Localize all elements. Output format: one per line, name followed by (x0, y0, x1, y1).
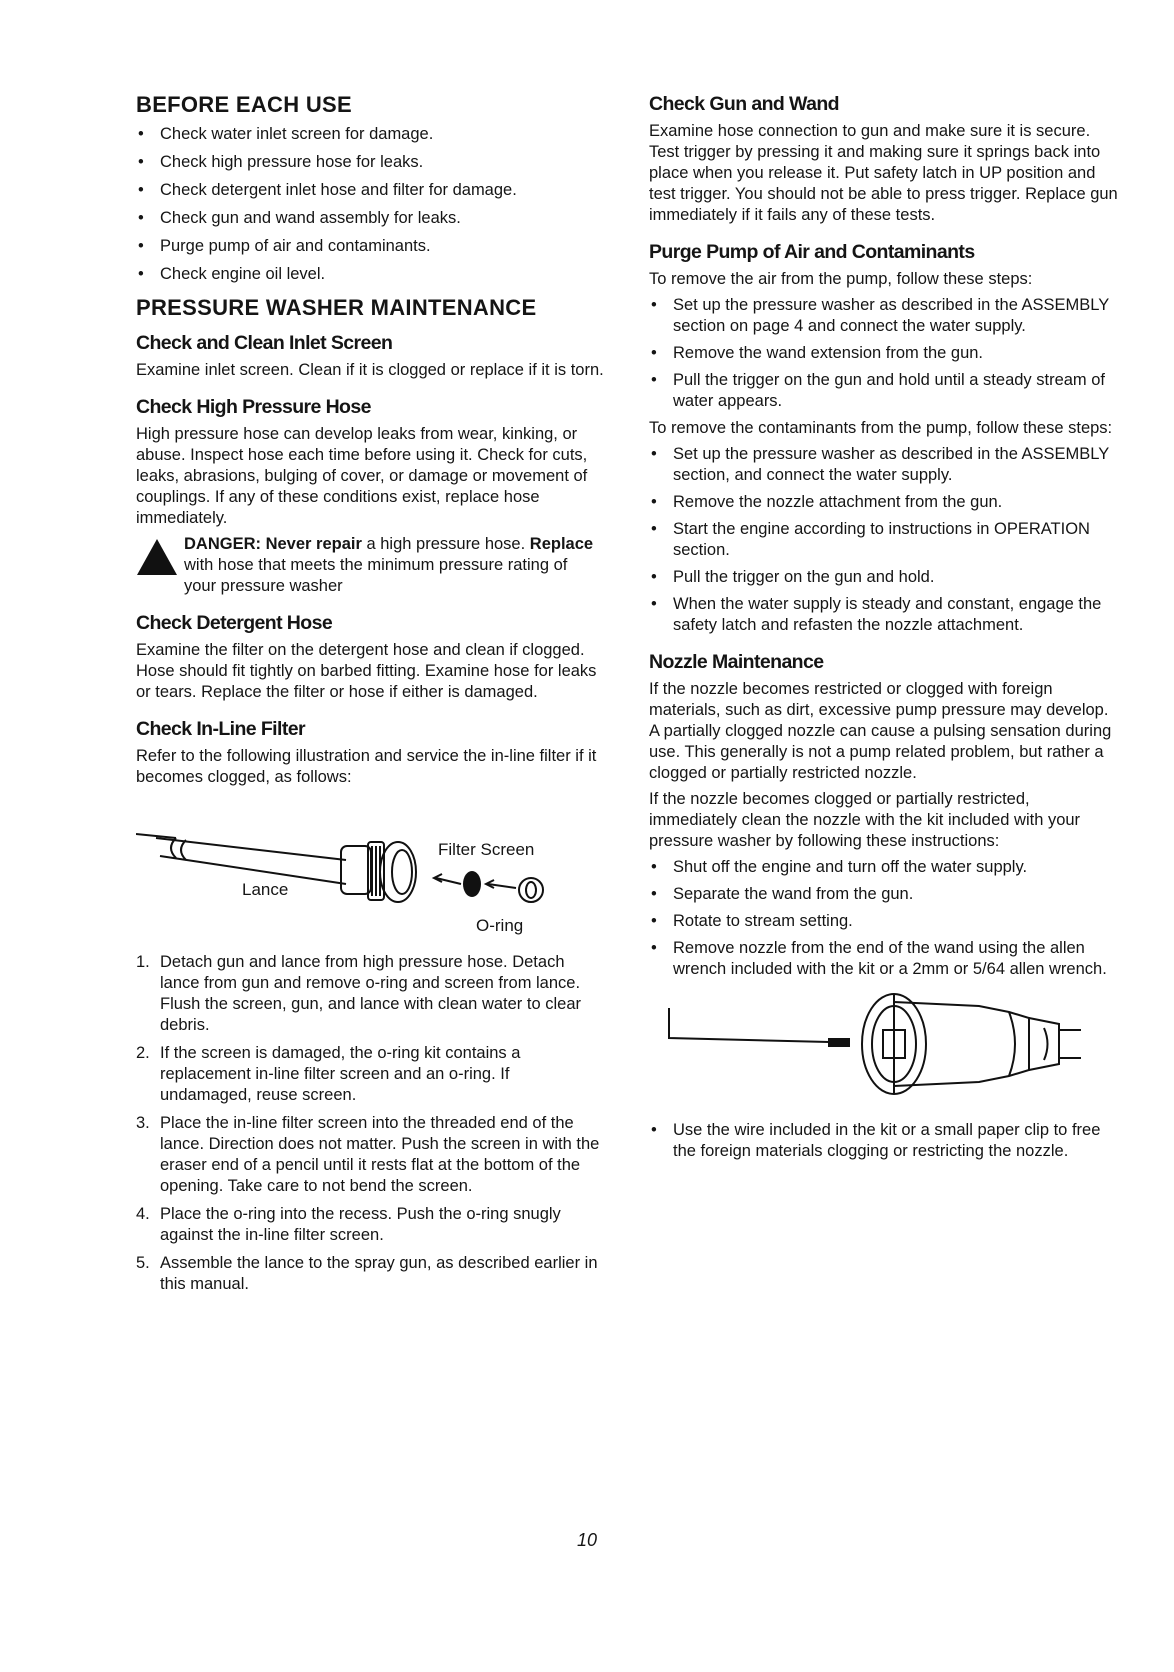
nozzle-heading: Nozzle Maintenance (649, 651, 824, 673)
lance-filter-drawing (136, 798, 604, 948)
o-ring-label: O-ring (476, 916, 524, 935)
danger-rest: with hose that meets the minimum pressure rating of your pressure washer (184, 556, 568, 595)
list-item: • Use the wire included in the kit or a small paper clip to free the foreign materials clogging or restricting the nozzle. (649, 1120, 1119, 1162)
list-item: • Pull the trigger on the gun and hold until a steady stream of water appears. (649, 370, 1119, 412)
before-each-use-list (136, 124, 604, 285)
list-item: • Remove nozzle from the end of the wand using the allen wrench included with the kit or a 2mm or 5/64 allen wrench. (649, 938, 1119, 980)
high-pressure-hose-heading: Check High Pressure Hose (136, 396, 371, 418)
list-item: • Set up the pressure washer as described in the ASSEMBLY section on page 4 and connect the water supply. (649, 295, 1119, 337)
nozzle-final-list (649, 1120, 1119, 1162)
purge-contaminants-list (649, 444, 1119, 636)
nozzle-list (649, 857, 1119, 980)
list-item: • Check detergent inlet hose and filter for damage. (136, 180, 604, 201)
danger-notice (136, 534, 604, 597)
gun-wand-heading: Check Gun and Wand (649, 93, 839, 115)
gun-wand-text: Examine hose connection to gun and make sure it is secure. Test trigger by pressing it and making sure it springs back into place when you release it. Put safety latch in UP position and test trigger. You should not be able to press trigger. Replace gun immediately if it fails any of these tests. (649, 122, 1118, 224)
purge-intro-air: To remove the air from the pump, follow these steps: (649, 270, 1033, 288)
list-item: • Rotate to stream setting. (649, 911, 1119, 932)
inline-filter-text: Refer to the following illustration and service the in-line filter if it becomes clogged, as follows: (136, 747, 597, 786)
purge-heading: Purge Pump of Air and Contaminants (649, 241, 975, 263)
list-item: • Set up the pressure washer as described in the ASSEMBLY section, and connect the water supply. (649, 444, 1119, 486)
inline-filter-steps (136, 952, 604, 1295)
danger-replace: Replace (529, 535, 594, 553)
list-item: 5. Assemble the lance to the spray gun, as described earlier in this manual. (136, 1254, 598, 1293)
lance-label: Lance (242, 880, 289, 899)
list-item: • Remove the nozzle attachment from the gun. (649, 492, 1119, 513)
danger-never-repair: Never repair (265, 535, 362, 553)
nozzle-para-1: If the nozzle becomes restricted or clogged with foreign materials, such as dirt, excessive pump pressure may develop. A partially clogged nozzle can cause a pulsing sensation during use. This generally is not a pump related problem, but rather a clogged or partially restricted nozzle. (649, 680, 1112, 782)
list-item: • Separate the wand from the gun. (649, 884, 1119, 905)
danger-label: DANGER: (184, 535, 261, 553)
list-item: • Check high pressure hose for leaks. (136, 152, 604, 173)
warning-triangle-icon (136, 538, 178, 576)
nozzle-wire-drawing (649, 988, 1119, 1108)
list-item: 1. Detach gun and lance from high pressure hose. Detach lance from gun and remove o-ring and screen from lance. Flush the screen, gun, and lance with clean water to clear debris. (136, 953, 581, 1034)
purge-air-list (649, 295, 1119, 412)
high-pressure-hose-text: High pressure hose can develop leaks from wear, kinking, or abuse. Inspect hose each time before using it. Check for cuts, leaks, abrasions, bulging of cover, or damage or movement of couplings. If any of these conditions exist, replace hose immediately. (136, 425, 588, 527)
inline-filter-heading: Check In-Line Filter (136, 718, 305, 740)
page-number: 10 (576, 1530, 598, 1550)
right-column (649, 92, 1119, 1169)
inlet-screen-heading: Check and Clean Inlet Screen (136, 332, 393, 354)
filter-screen-label: Filter Screen (438, 840, 535, 859)
list-item: • Pull the trigger on the gun and hold. (649, 567, 1119, 588)
list-item: • Shut off the engine and turn off the water supply. (649, 857, 1119, 878)
nozzle-para-2: If the nozzle becomes clogged or partially restricted, immediately clean the nozzle with the kit included with your pressure washer by following these instructions: (649, 790, 1081, 850)
list-item: • Start the engine according to instructions in OPERATION section. (649, 519, 1119, 561)
danger-mid: a high pressure hose. (366, 535, 526, 553)
list-item: • Check gun and wand assembly for leaks. (136, 208, 604, 229)
detergent-hose-heading: Check Detergent Hose (136, 612, 333, 634)
list-item: • When the water supply is steady and constant, engage the safety latch and refasten the nozzle attachment. (649, 594, 1119, 636)
list-item: • Check engine oil level. (136, 264, 604, 285)
left-column (136, 92, 604, 1302)
list-item: • Check water inlet screen for damage. (136, 124, 604, 145)
detergent-hose-text: Examine the filter on the detergent hose and clean if clogged. Hose should fit tightly on barbed fitting. Examine hose for leaks or tears. Replace the filter or hose if either is damaged. (136, 641, 597, 701)
list-item: 3. Place the in-line filter screen into the threaded end of the lance. Direction does not matter. Push the screen in with the eraser end of a pencil until it rests flat at the bottom of the opening. Take care to not bend the screen. (136, 1114, 600, 1195)
before-each-use-heading: BEFORE EACH USE (136, 92, 352, 117)
list-item: • Remove the wand extension from the gun. (649, 343, 1119, 364)
list-item: 2. If the screen is damaged, the o-ring kit contains a replacement in-line filter screen and an o-ring. If undamaged, reuse screen. (136, 1044, 521, 1104)
list-item: 4. Place the o-ring into the recess. Push the o-ring snugly against the in-line filter screen. (136, 1205, 561, 1244)
maintenance-heading: PRESSURE WASHER MAINTENANCE (136, 295, 537, 320)
list-item: • Purge pump of air and contaminants. (136, 236, 604, 257)
inlet-screen-text: Examine inlet screen. Clean if it is clogged or replace if it is torn. (136, 361, 604, 379)
inline-filter-illustration (136, 798, 604, 948)
nozzle-illustration (649, 988, 1119, 1108)
purge-intro-contaminants: To remove the contaminants from the pump, follow these steps: (649, 419, 1113, 437)
